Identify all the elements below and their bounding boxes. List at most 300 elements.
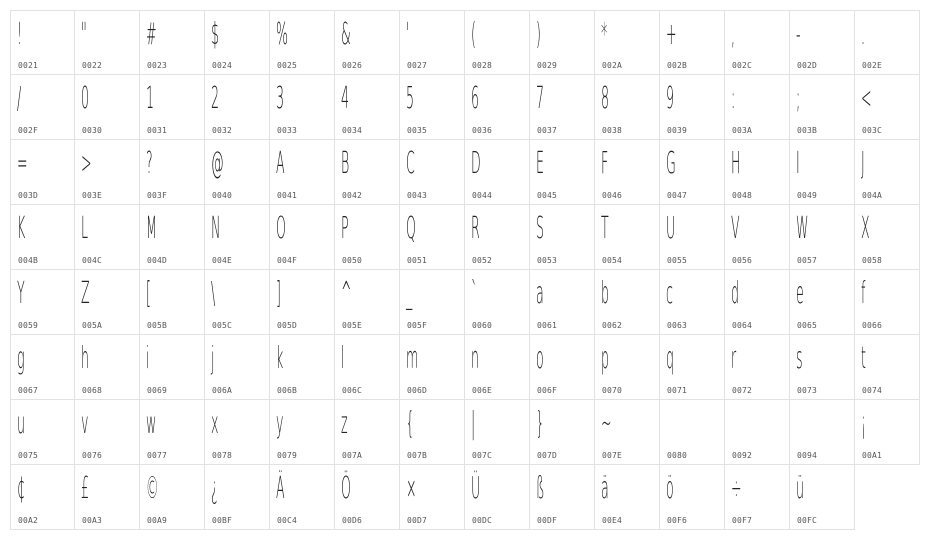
glyph-sample: h [81, 341, 89, 376]
glyph-sample: z [341, 406, 348, 441]
glyph-sample: @ [211, 146, 224, 181]
glyph-code: 003F [147, 191, 168, 200]
glyph-sample: 3 [276, 81, 285, 116]
glyph-sample: / [17, 81, 22, 116]
glyph-sample: P [341, 211, 349, 246]
glyph-sample: q [666, 341, 674, 376]
glyph-code: 00FC [797, 516, 818, 525]
glyph-cell [75, 270, 140, 335]
glyph-cell [725, 335, 790, 400]
glyph-code: 00C4 [277, 516, 298, 525]
glyph-code: 0072 [732, 386, 753, 395]
glyph-sample: - [796, 17, 801, 52]
glyph-code: 0027 [407, 61, 428, 70]
glyph-code: 0075 [18, 451, 39, 460]
glyph-sample: l [341, 341, 345, 376]
glyph-cell [335, 270, 400, 335]
glyph-sample: < [861, 81, 872, 116]
glyph-code: 0054 [602, 256, 623, 265]
glyph-sample: f [861, 276, 866, 311]
glyph-cell [270, 270, 335, 335]
glyph-sample: } [536, 406, 545, 441]
glyph-code: 002B [667, 61, 688, 70]
glyph-sample: ' [406, 17, 410, 52]
glyph-cell [335, 400, 400, 465]
glyph-cell [10, 205, 75, 270]
glyph-cell [270, 75, 335, 140]
glyph-cell [465, 335, 530, 400]
glyph-sample: , [731, 17, 736, 52]
glyph-cell [335, 10, 400, 75]
glyph-code: 0053 [537, 256, 558, 265]
glyph-cell [595, 465, 660, 530]
glyph-sample: £ [81, 471, 90, 506]
glyph-cell [270, 10, 335, 75]
glyph-cell [75, 75, 140, 140]
glyph-code: 003A [732, 126, 753, 135]
glyph-sample: D [471, 146, 481, 181]
glyph-sample: ? [146, 146, 153, 181]
glyph-sample: * [601, 17, 608, 52]
glyph-cell [75, 205, 140, 270]
glyph-cell [660, 140, 725, 205]
glyph-code: 006B [277, 386, 298, 395]
glyph-cell [140, 140, 205, 205]
glyph-cell [855, 140, 920, 205]
glyph-cell [530, 465, 595, 530]
glyph-sample: ] [276, 276, 281, 311]
glyph-code: 00F6 [667, 516, 688, 525]
glyph-sample: X [861, 211, 870, 246]
glyph-code: 0076 [82, 451, 103, 460]
glyph-code: 0060 [472, 321, 493, 330]
glyph-sample: _ [406, 276, 413, 311]
glyph-cell [335, 335, 400, 400]
glyph-sample: Q [406, 211, 416, 246]
glyph-cell [530, 140, 595, 205]
glyph-cell [205, 205, 270, 270]
glyph-code: 0042 [342, 191, 363, 200]
glyph-sample: x [211, 406, 219, 441]
glyph-cell [400, 140, 465, 205]
glyph-sample: # [146, 17, 157, 52]
glyph-sample: ; [796, 81, 801, 116]
glyph-cell [725, 75, 790, 140]
glyph-code: 00BF [212, 516, 233, 525]
glyph-code: 004E [212, 256, 233, 265]
glyph-cell [10, 75, 75, 140]
glyph-cell [205, 10, 270, 75]
glyph-cell [595, 75, 660, 140]
glyph-code: 004C [82, 256, 103, 265]
glyph-cell [335, 205, 400, 270]
glyph-code: 0023 [147, 61, 168, 70]
glyph-code: 00A2 [18, 516, 39, 525]
glyph-sample: ¢ [17, 471, 26, 506]
glyph-cell [855, 205, 920, 270]
glyph-sample: > [81, 146, 92, 181]
glyph-sample: { [406, 406, 415, 441]
glyph-cell [270, 335, 335, 400]
glyph-sample: V [731, 211, 740, 246]
glyph-cell [140, 270, 205, 335]
glyph-sample: y [276, 406, 284, 441]
glyph-sample: Ä [276, 471, 285, 506]
glyph-code: 0044 [472, 191, 493, 200]
glyph-code: 0056 [732, 256, 753, 265]
glyph-code: 0068 [82, 386, 103, 395]
glyph-code: 0057 [797, 256, 818, 265]
glyph-code: 0037 [537, 126, 558, 135]
glyph-code: 004D [147, 256, 168, 265]
glyph-code: 002E [862, 61, 883, 70]
glyph-sample: e [796, 276, 804, 311]
glyph-cell [10, 400, 75, 465]
glyph-code: 00D7 [407, 516, 428, 525]
glyph-code: 005F [407, 321, 428, 330]
glyph-cell [465, 270, 530, 335]
glyph-sample: 6 [471, 81, 480, 116]
glyph-sample: 0 [81, 81, 90, 116]
glyph-sample: ) [536, 17, 541, 52]
glyph-cell [790, 140, 855, 205]
glyph-sample: J [861, 146, 865, 181]
glyph-code: 002A [602, 61, 623, 70]
glyph-code: 007B [407, 451, 428, 460]
glyph-cell [660, 335, 725, 400]
glyph-code: 0080 [667, 451, 688, 460]
glyph-code: 0036 [472, 126, 493, 135]
glyph-sample: j [211, 341, 215, 376]
glyph-cell [790, 75, 855, 140]
glyph-code: 0062 [602, 321, 623, 330]
glyph-sample: Z [81, 276, 90, 311]
glyph-sample: + [666, 17, 677, 52]
glyph-code: 0031 [147, 126, 168, 135]
glyph-cell [725, 400, 790, 465]
glyph-code: 005E [342, 321, 363, 330]
glyph-code: 0025 [277, 61, 298, 70]
glyph-cell [140, 10, 205, 75]
glyph-sample: C [406, 146, 415, 181]
glyph-cell [725, 205, 790, 270]
glyph-cell [725, 270, 790, 335]
glyph-sample: O [276, 211, 286, 246]
glyph-sample: ~ [601, 406, 612, 441]
glyph-sample: a [536, 276, 544, 311]
glyph-cell [855, 10, 920, 75]
glyph-cell [660, 270, 725, 335]
glyph-cell [335, 140, 400, 205]
glyph-cell [75, 335, 140, 400]
glyph-code: 00A9 [147, 516, 168, 525]
glyph-cell [660, 205, 725, 270]
glyph-cell [270, 140, 335, 205]
glyph-code: 0041 [277, 191, 298, 200]
glyph-code: 0022 [82, 61, 103, 70]
glyph-code: 0021 [18, 61, 39, 70]
glyph-cell [205, 400, 270, 465]
glyph-cell [335, 465, 400, 530]
glyph-sample: ( [471, 17, 476, 52]
glyph-sample: 7 [536, 81, 545, 116]
glyph-sample: 9 [666, 81, 675, 116]
glyph-sample: : [731, 81, 736, 116]
glyph-sample: $ [211, 17, 220, 52]
glyph-sample: n [471, 341, 479, 376]
glyph-cell [595, 400, 660, 465]
glyph-code: 006C [342, 386, 363, 395]
glyph-code: 0073 [797, 386, 818, 395]
glyph-cell [725, 140, 790, 205]
glyph-code: 0039 [667, 126, 688, 135]
glyph-sample: c [666, 276, 673, 311]
glyph-cell [465, 140, 530, 205]
glyph-cell [855, 75, 920, 140]
glyph-cell [595, 140, 660, 205]
glyph-code: 00DC [472, 516, 493, 525]
glyph-cell [465, 465, 530, 530]
glyph-cell [400, 335, 465, 400]
glyph-code: 0066 [862, 321, 883, 330]
glyph-code: 0063 [667, 321, 688, 330]
glyph-sample: I [796, 146, 800, 181]
glyph-code: 0034 [342, 126, 363, 135]
glyph-code: 0067 [18, 386, 39, 395]
glyph-code: 005D [277, 321, 298, 330]
glyph-cell [790, 10, 855, 75]
glyph-sample: 8 [601, 81, 610, 116]
glyph-cell [465, 10, 530, 75]
glyph-code: 0038 [602, 126, 623, 135]
glyph-code: 0046 [602, 191, 623, 200]
glyph-code: 0074 [862, 386, 883, 395]
glyph-sample: 5 [406, 81, 415, 116]
glyph-sample: b [601, 276, 609, 311]
glyph-code: 00A3 [82, 516, 103, 525]
glyph-sample: H [731, 146, 741, 181]
glyph-code: 006E [472, 386, 493, 395]
glyph-cell [790, 465, 855, 530]
glyph-code: 0094 [797, 451, 818, 460]
glyph-sample: ü [796, 471, 804, 506]
glyph-sample: \ [211, 276, 216, 311]
glyph-code: 0028 [472, 61, 493, 70]
glyph-sample: G [666, 146, 676, 181]
glyph-code: 0048 [732, 191, 753, 200]
glyph-sample: R [471, 211, 480, 246]
glyph-cell [595, 10, 660, 75]
glyph-code: 0071 [667, 386, 688, 395]
glyph-code: 0032 [212, 126, 233, 135]
glyph-cell [790, 205, 855, 270]
glyph-sample: T [601, 211, 609, 246]
glyph-sample: ¡ [861, 406, 867, 441]
glyph-cell [270, 400, 335, 465]
glyph-cell [205, 270, 270, 335]
glyph-code: 005A [82, 321, 103, 330]
glyph-code: 00F7 [732, 516, 753, 525]
glyph-code: 005C [212, 321, 233, 330]
glyph-cell [140, 465, 205, 530]
glyph-code: 00DF [537, 516, 558, 525]
glyph-code: 0049 [797, 191, 818, 200]
glyph-code: 004A [862, 191, 883, 200]
glyph-code: 0047 [667, 191, 688, 200]
glyph-code: 006A [212, 386, 233, 395]
glyph-sample: 4 [341, 81, 350, 116]
glyph-code: 007D [537, 451, 558, 460]
glyph-sample: ` [471, 276, 478, 311]
glyph-code: 0078 [212, 451, 233, 460]
glyph-sample: g [17, 341, 25, 376]
glyph-code: 006D [407, 386, 428, 395]
glyph-sample: L [81, 211, 89, 246]
glyph-code: 002D [797, 61, 818, 70]
glyph-cell [75, 465, 140, 530]
glyph-code: 003E [82, 191, 103, 200]
glyph-cell [270, 205, 335, 270]
glyph-code: 005B [147, 321, 168, 330]
glyph-code: 007A [342, 451, 363, 460]
glyph-cell [855, 270, 920, 335]
glyph-sample: i [146, 341, 150, 376]
glyph-cell [400, 400, 465, 465]
glyph-code: 0033 [277, 126, 298, 135]
glyph-sample: © [146, 471, 159, 506]
glyph-code: 002C [732, 61, 753, 70]
glyph-cell [10, 140, 75, 205]
glyph-sample: Y [17, 276, 25, 311]
glyph-cell [530, 205, 595, 270]
glyph-sample: [ [146, 276, 151, 311]
glyph-sample: ö [666, 471, 674, 506]
glyph-sample: F [601, 146, 609, 181]
glyph-sample: ÷ [731, 471, 742, 506]
glyph-cell [530, 75, 595, 140]
glyph-sample: m [406, 341, 419, 376]
glyph-sample: ! [17, 17, 23, 52]
glyph-code: 006F [537, 386, 558, 395]
glyph-code: 004F [277, 256, 298, 265]
glyph-code: 0051 [407, 256, 428, 265]
glyph-code: 0077 [147, 451, 168, 460]
glyph-cell [10, 335, 75, 400]
glyph-code: 0052 [472, 256, 493, 265]
glyph-cell [10, 10, 75, 75]
glyph-sample: Ü [471, 471, 481, 506]
glyph-code: 0064 [732, 321, 753, 330]
glyph-cell [660, 10, 725, 75]
glyph-sample: K [17, 211, 26, 246]
glyph-code: 0029 [537, 61, 558, 70]
glyph-code: 007C [472, 451, 493, 460]
glyph-code: 0059 [18, 321, 39, 330]
glyph-sample: W [796, 211, 809, 246]
glyph-sample: Ö [341, 471, 351, 506]
glyph-cell [465, 205, 530, 270]
glyph-sample: u [17, 406, 25, 441]
glyph-code: 0070 [602, 386, 623, 395]
glyph-code: 0024 [212, 61, 233, 70]
glyph-cell [530, 335, 595, 400]
glyph-cell [400, 75, 465, 140]
glyph-code: 003B [797, 126, 818, 135]
glyph-cell [140, 205, 205, 270]
glyph-cell [530, 10, 595, 75]
glyph-sample: N [211, 211, 221, 246]
glyph-cell [205, 335, 270, 400]
glyph-cell [465, 400, 530, 465]
glyph-code: 0055 [667, 256, 688, 265]
glyph-cell [75, 400, 140, 465]
glyph-sample: o [536, 341, 544, 376]
glyph-code: 003D [18, 191, 39, 200]
glyph-sample: r [731, 341, 737, 376]
glyph-sample: | [471, 406, 476, 441]
glyph-sample: S [536, 211, 544, 246]
glyph-code: 0043 [407, 191, 428, 200]
glyph-code: 0045 [537, 191, 558, 200]
glyph-grid [10, 10, 920, 530]
glyph-code: 0079 [277, 451, 298, 460]
glyph-sample: ¿ [211, 471, 218, 506]
glyph-cell [790, 400, 855, 465]
glyph-sample: ^ [341, 276, 352, 311]
glyph-code: 003C [862, 126, 883, 135]
glyph-sample: 2 [211, 81, 220, 116]
glyph-code: 0061 [537, 321, 558, 330]
glyph-cell [205, 465, 270, 530]
glyph-cell [660, 400, 725, 465]
glyph-sample: s [796, 341, 803, 376]
glyph-code: 00A1 [862, 451, 883, 460]
glyph-code: 00E4 [602, 516, 623, 525]
glyph-cell [530, 270, 595, 335]
glyph-code: 0069 [147, 386, 168, 395]
glyph-cell [140, 75, 205, 140]
glyph-code: 0050 [342, 256, 363, 265]
glyph-code: 0065 [797, 321, 818, 330]
glyph-code: 0030 [82, 126, 103, 135]
glyph-sample: E [536, 146, 544, 181]
glyph-sample: . [861, 17, 866, 52]
glyph-sample: A [276, 146, 285, 181]
glyph-cell [790, 270, 855, 335]
glyph-cell [335, 75, 400, 140]
glyph-sample: % [276, 17, 288, 52]
glyph-cell [595, 205, 660, 270]
glyph-cell [725, 465, 790, 530]
glyph-sample: k [276, 341, 284, 376]
glyph-code: 0026 [342, 61, 363, 70]
glyph-sample: × [406, 471, 417, 506]
glyph-cell [855, 400, 920, 465]
glyph-sample: U [666, 211, 676, 246]
glyph-sample: ß [536, 471, 545, 506]
glyph-cell [530, 400, 595, 465]
glyph-cell [205, 75, 270, 140]
glyph-sample: = [17, 146, 28, 181]
glyph-sample: 1 [146, 81, 155, 116]
glyph-cell [75, 10, 140, 75]
glyph-sample: t [861, 341, 866, 376]
glyph-cell [400, 465, 465, 530]
glyph-code: 004B [18, 256, 39, 265]
glyph-code: 007E [602, 451, 623, 460]
glyph-cell [400, 10, 465, 75]
glyph-sample: M [146, 211, 157, 246]
